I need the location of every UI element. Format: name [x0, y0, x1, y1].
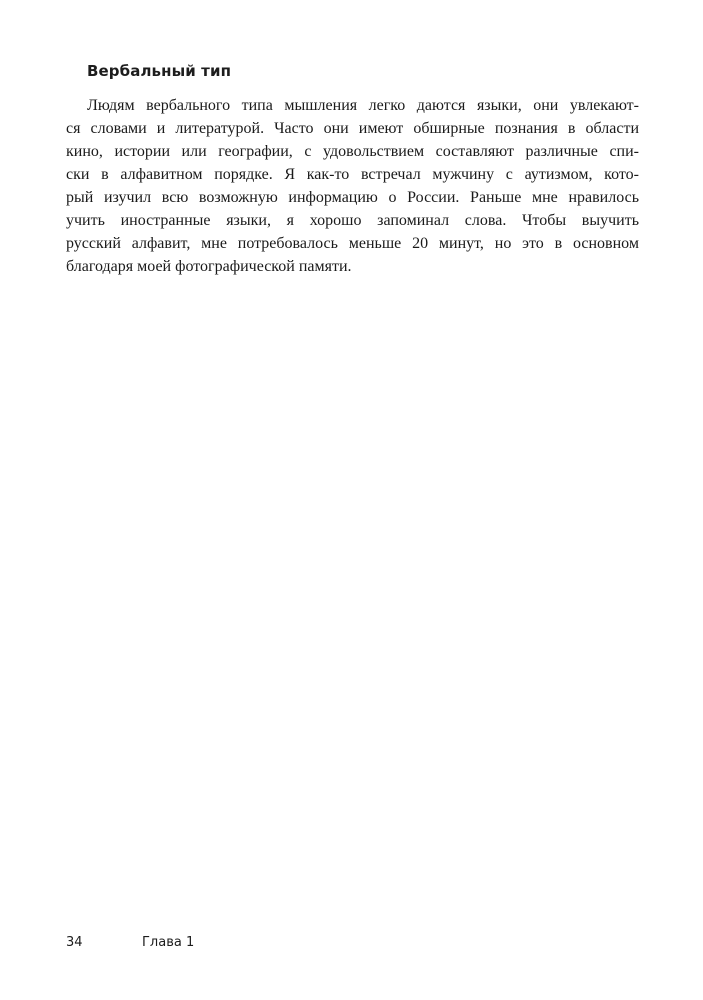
section-heading: Вербальный тип — [87, 62, 232, 80]
body-paragraph — [66, 94, 639, 278]
paragraph-line: кино, истории или географии, с удовольствием составляют различные спи- — [66, 143, 639, 160]
paragraph-line: ски в алфавитном порядке. Я как-то встречал мужчину с аутизмом, кото- — [66, 166, 639, 183]
paragraph-line: учить иностранные языки, я хорошо запоминал слова. Чтобы выучить — [66, 212, 639, 229]
paragraph-line: ся словами и литературой. Часто они имеют обширные познания в области — [66, 120, 639, 137]
running-head: Глава 1 — [142, 935, 195, 950]
paragraph-line: рый изучил всю возможную информацию о России. Раньше мне нравилось — [66, 189, 639, 206]
paragraph-line: Людям вербального типа мышления легко даются языки, они увлекают- — [87, 97, 639, 114]
page-number: 34 — [66, 935, 83, 950]
paragraph-line: благодаря моей фотографической памяти. — [66, 258, 352, 275]
paragraph-line: русский алфавит, мне потребовалось меньше 20 минут, но это в основном — [66, 235, 639, 252]
